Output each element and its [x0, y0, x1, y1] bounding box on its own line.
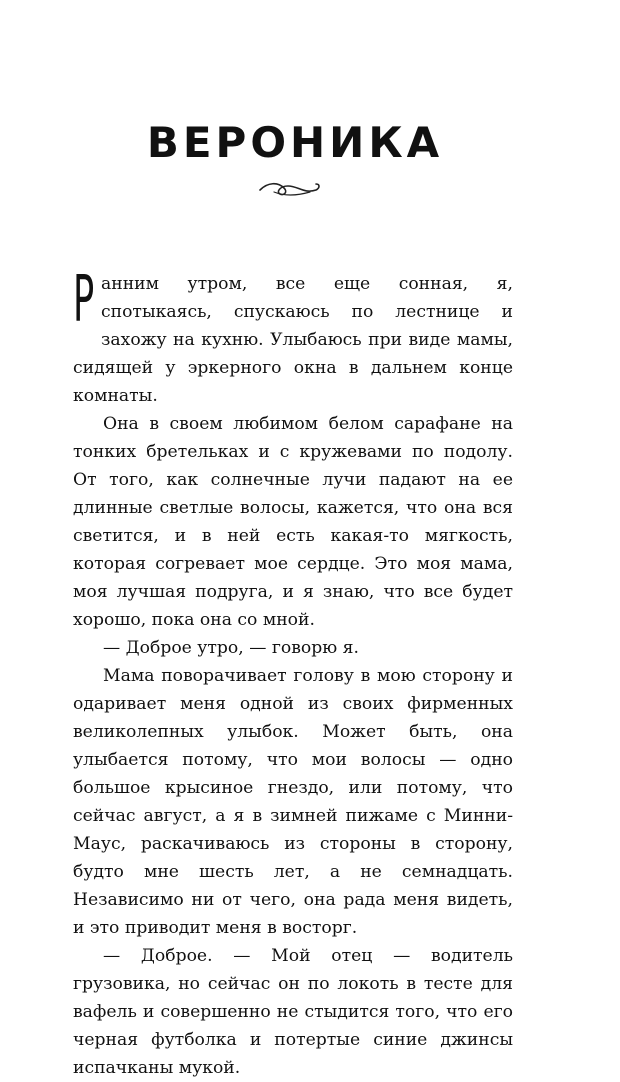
paragraph: — Доброе утро, — говорю я. — [103, 638, 359, 658]
chapter-text — [73, 263, 513, 1082]
paragraph: — Доброе. — Мой отец — водитель грузовика, но сейчас он по локоть в тесте для вафель и совершенно не стыдится того, что его черная футболка и потертые синие джинсы испачканы мукой. — [73, 946, 513, 1078]
chapter-title: ВЕРОНИКА — [146, 118, 444, 167]
paragraph-text: анним утром, все еще сонная, я, спотыкаясь, спускаюсь по лестнице и захожу на кухню. Улыбаюсь при виде мамы, сидящей у эркерного окна в дальнем конце комнаты. — [73, 274, 513, 406]
drop-cap: Р — [73, 263, 95, 337]
paragraph — [73, 263, 513, 410]
paragraph: Она в своем любимом белом сарафане на тонких бретельках и с кружевами по подолу. От того, как солнечные лучи падают на ее длинные светлые волосы, кажется, что она вся светится, и в ней есть какая-то мягкость, которая согревает мое сердце. Это моя мама, моя лучшая подруга, и я знаю, что все будет хорошо, пока она со мной. — [73, 414, 513, 630]
paragraph: Мама поворачивает голову в мою сторону и одаривает меня одной из своих фирменных великолепных улыбок. Может быть, она улыбается потому, что мои волосы — одно большое крысиное гнездо, или потому, что сейчас август, а я в зимней пижаме с Минни-Маус, раскачиваюсь из стороны в сторону, будто мне шесть лет, а не семнадцать. Независимо ни от чего, она рада меня видеть, и это приводит меня в восторг. — [73, 666, 513, 938]
flourish-ornament-icon — [254, 178, 326, 200]
